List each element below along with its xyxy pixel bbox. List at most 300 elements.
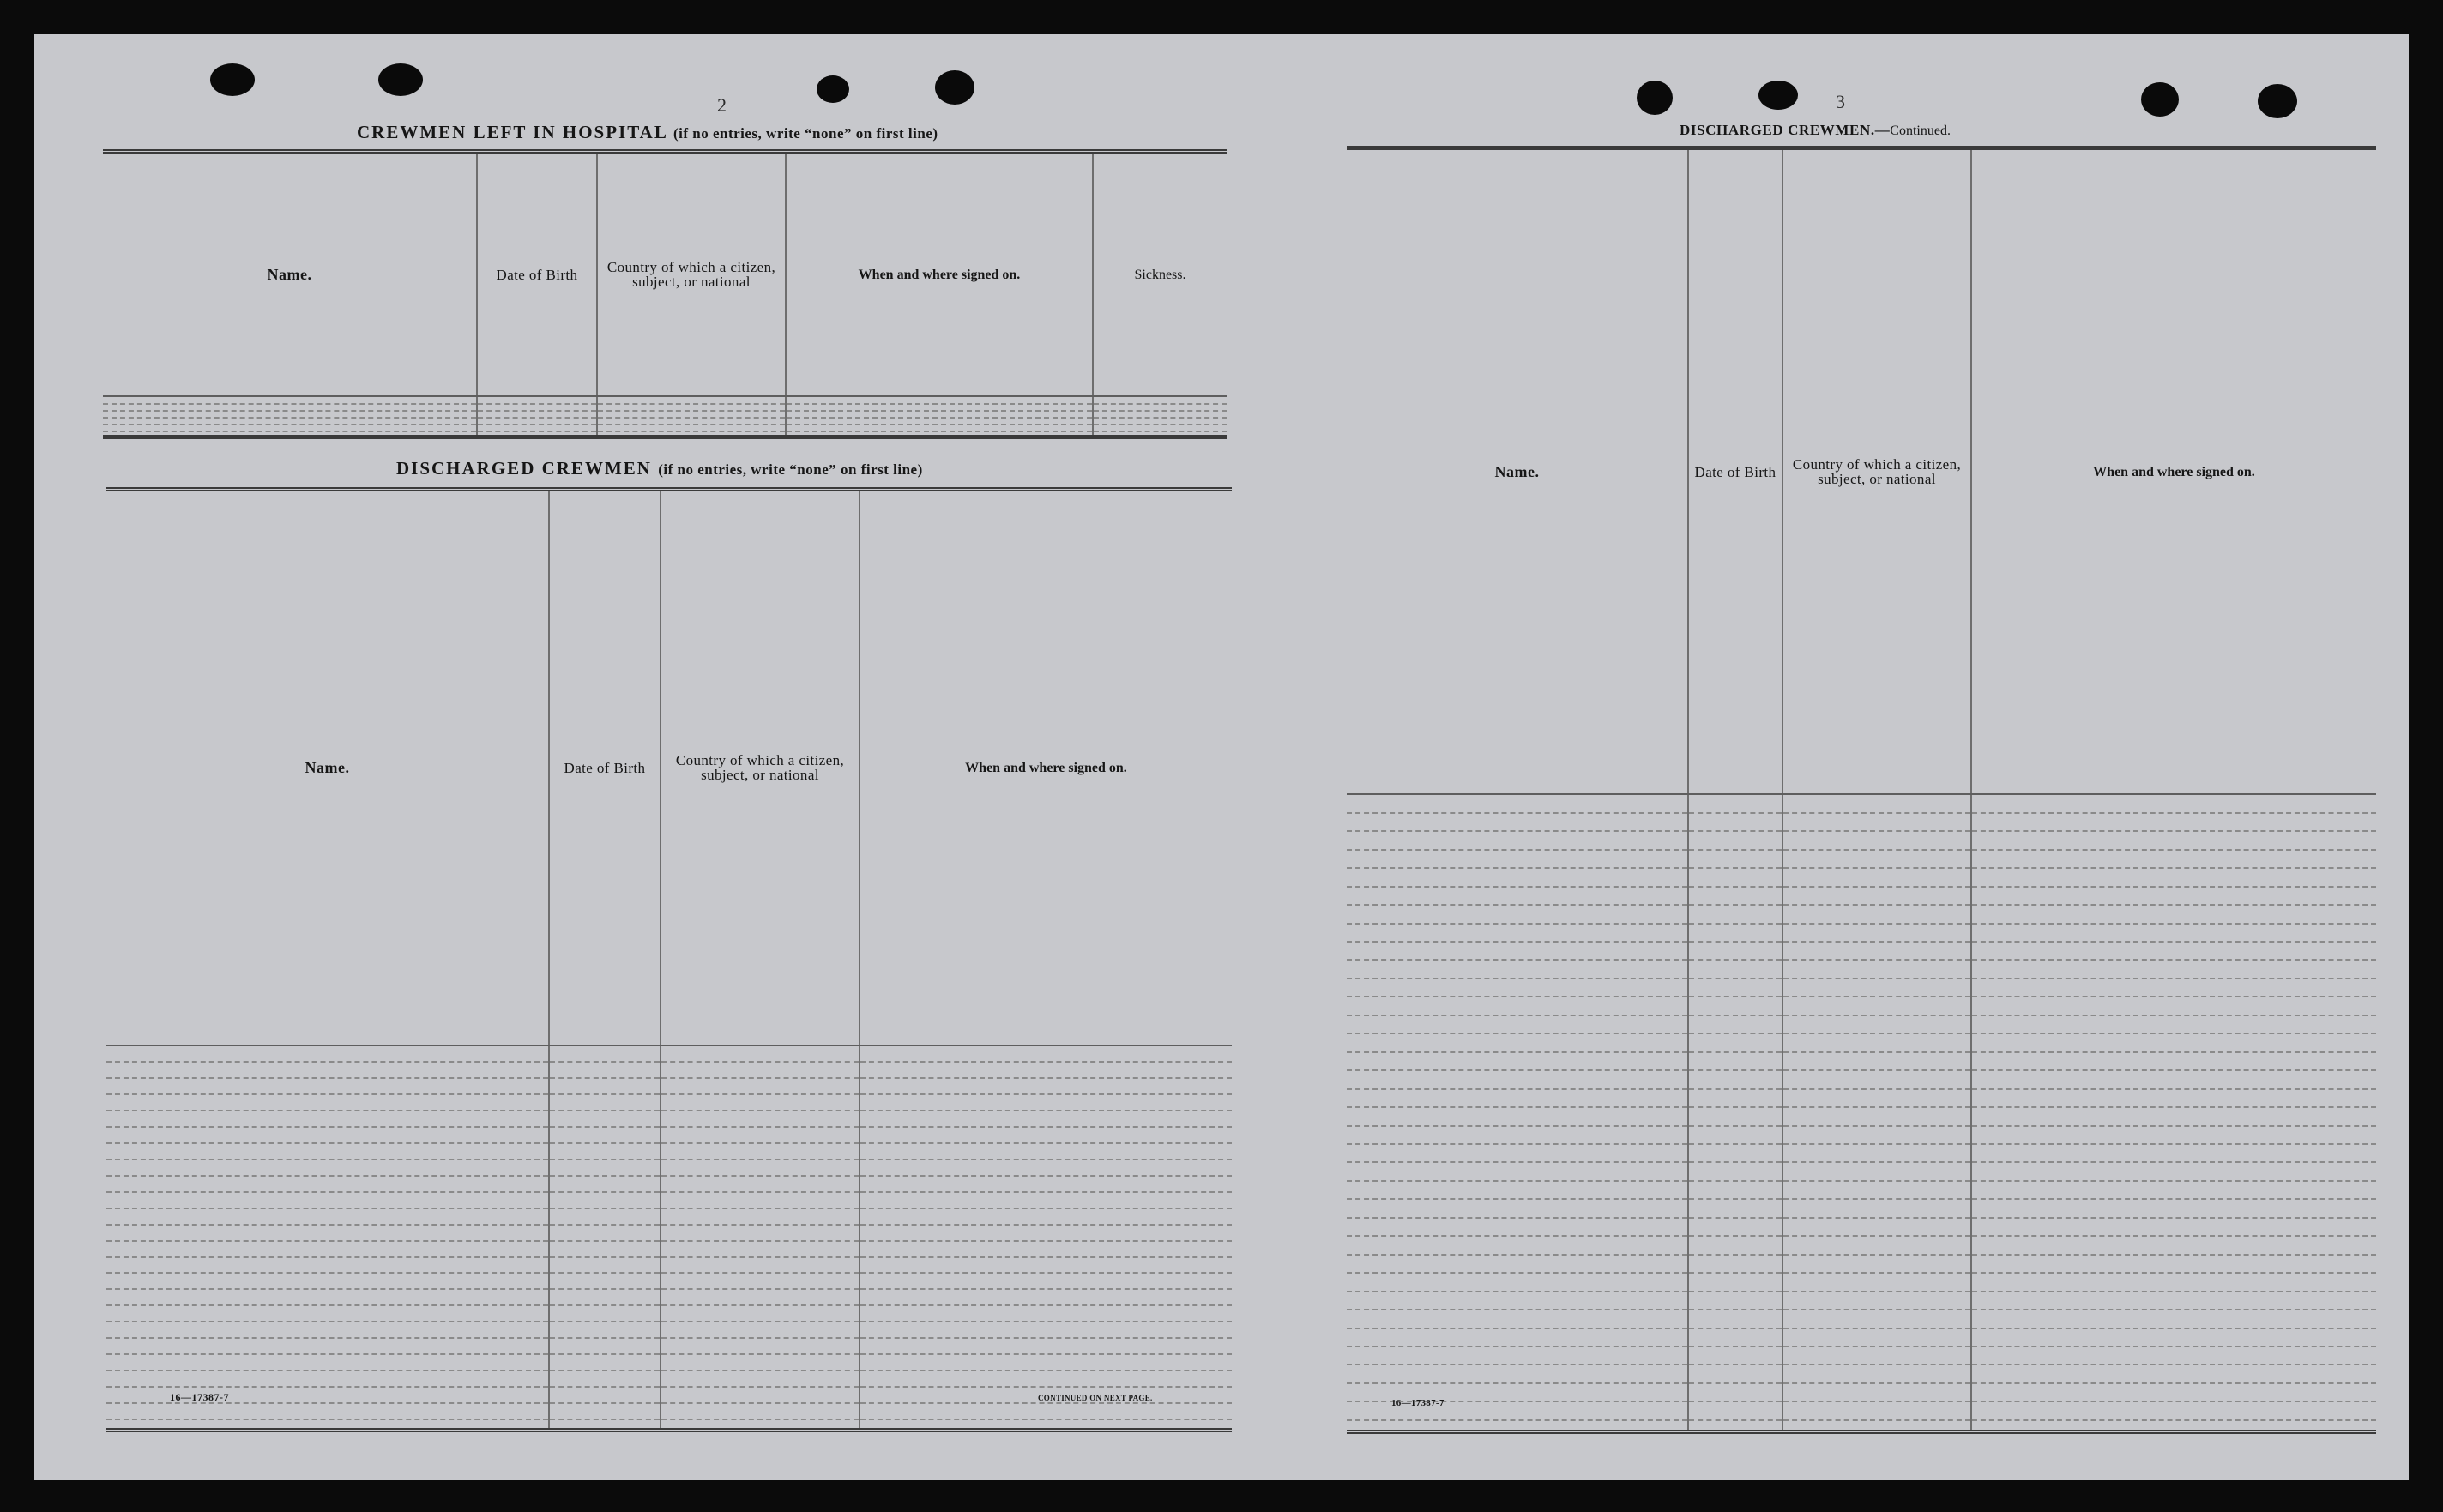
blank-entry-row bbox=[1347, 1273, 2376, 1291]
blank-entry-cell bbox=[661, 1143, 860, 1160]
blank-entry-cell bbox=[1347, 1162, 1688, 1180]
blank-entry-row bbox=[1347, 1292, 2376, 1310]
blank-entry-cell bbox=[1688, 1015, 1782, 1033]
blank-entry-row bbox=[106, 1305, 1232, 1322]
blank-entry-cell bbox=[106, 1192, 549, 1208]
blank-entry-cell bbox=[1688, 924, 1782, 942]
blank-entry-cell bbox=[549, 1062, 661, 1078]
blank-entry-cell bbox=[1688, 1310, 1782, 1328]
blank-entry-cell bbox=[1971, 924, 2376, 942]
blank-entry-cell bbox=[106, 1045, 549, 1062]
blank-entry-cell bbox=[1347, 924, 1688, 942]
blank-entry-cell bbox=[1782, 794, 1971, 812]
blank-entry-row bbox=[106, 1045, 1232, 1062]
blank-entry-cell bbox=[661, 1176, 860, 1192]
blank-entry-cell bbox=[106, 1094, 549, 1111]
blank-entry-cell bbox=[661, 1045, 860, 1062]
blank-entry-row bbox=[106, 1225, 1232, 1241]
blank-entry-cell bbox=[1347, 1070, 1688, 1088]
blank-entry-cell bbox=[860, 1305, 1232, 1322]
blank-entry-cell bbox=[1347, 813, 1688, 831]
blank-entry-cell bbox=[786, 425, 1093, 431]
blank-entry-row bbox=[106, 1143, 1232, 1160]
blank-entry-row bbox=[1347, 979, 2376, 997]
blank-entry-row bbox=[106, 1160, 1232, 1176]
blank-entry-cell bbox=[549, 1419, 661, 1428]
blank-entry-row bbox=[1347, 1236, 2376, 1254]
blank-entry-cell bbox=[1971, 1015, 2376, 1033]
blank-entry-cell bbox=[661, 1289, 860, 1305]
discharged-section-title bbox=[396, 458, 923, 479]
blank-entry-row bbox=[106, 1062, 1232, 1078]
blank-entry-row bbox=[1347, 813, 2376, 831]
blank-entry-cell bbox=[1347, 1126, 1688, 1144]
blank-entry-cell bbox=[597, 411, 786, 418]
blank-entry-cell bbox=[661, 1160, 860, 1176]
blank-entry-cell bbox=[661, 1127, 860, 1143]
blank-entry-cell bbox=[1971, 1218, 2376, 1236]
blank-entry-cell bbox=[860, 1208, 1232, 1225]
blank-entry-cell bbox=[1347, 1328, 1688, 1346]
blank-entry-cell bbox=[786, 411, 1093, 418]
blank-entry-cell bbox=[661, 1305, 860, 1322]
blank-entry-cell bbox=[1971, 1273, 2376, 1291]
blank-entry-cell bbox=[1782, 1089, 1971, 1107]
discharged-title-text: DISCHARGED CREWMEN bbox=[396, 458, 652, 479]
blank-entry-cell bbox=[1688, 1273, 1782, 1291]
blank-entry-cell bbox=[1093, 411, 1227, 418]
blank-entry-cell bbox=[1971, 1328, 2376, 1346]
discharged-continued-title bbox=[1680, 122, 1951, 139]
blank-entry-cell bbox=[1782, 1015, 1971, 1033]
blank-entry-cell bbox=[786, 431, 1093, 435]
blank-entry-cell bbox=[1688, 1292, 1782, 1310]
blank-entry-row bbox=[103, 404, 1227, 411]
blank-entry-cell bbox=[1347, 960, 1688, 978]
blank-entry-cell bbox=[1688, 1401, 1782, 1419]
blank-entry-cell bbox=[106, 1160, 549, 1176]
blank-entry-cell bbox=[477, 411, 597, 418]
blank-entry-cell bbox=[1347, 1236, 1688, 1254]
blank-entry-cell bbox=[549, 1289, 661, 1305]
blank-entry-cell bbox=[1347, 1089, 1688, 1107]
blank-entry-cell bbox=[1971, 1181, 2376, 1199]
blank-entry-cell bbox=[549, 1192, 661, 1208]
blank-entry-cell bbox=[1782, 850, 1971, 868]
blank-entry-cell bbox=[1971, 1292, 2376, 1310]
blank-entry-cell bbox=[1782, 924, 1971, 942]
blank-entry-cell bbox=[1347, 1033, 1688, 1051]
blank-entry-row bbox=[106, 1127, 1232, 1143]
discharged-continued-table bbox=[1347, 146, 2376, 1434]
page-number-right: 3 bbox=[1836, 91, 1845, 112]
blank-entry-cell bbox=[1782, 1107, 1971, 1125]
blank-entry-cell bbox=[1782, 1126, 1971, 1144]
blank-entry-cell bbox=[1782, 813, 1971, 831]
blank-entry-cell bbox=[1688, 1236, 1782, 1254]
blank-entry-row bbox=[106, 1370, 1232, 1387]
blank-entry-row bbox=[1347, 960, 2376, 978]
blank-entry-cell bbox=[661, 1273, 860, 1289]
blank-entry-cell bbox=[1688, 850, 1782, 868]
blank-entry-row bbox=[1347, 905, 2376, 923]
blank-entry-cell bbox=[597, 425, 786, 431]
blank-entry-row bbox=[1347, 1346, 2376, 1364]
blank-entry-cell bbox=[1093, 404, 1227, 411]
blank-entry-cell bbox=[106, 1338, 549, 1354]
blank-entry-cell bbox=[1971, 831, 2376, 849]
blank-entry-cell bbox=[1688, 1420, 1782, 1430]
blank-entry-cell bbox=[860, 1127, 1232, 1143]
blank-entry-row bbox=[1347, 887, 2376, 905]
blank-entry-cell bbox=[1971, 960, 2376, 978]
blank-entry-cell bbox=[1688, 1144, 1782, 1162]
blank-entry-row bbox=[1347, 1199, 2376, 1217]
blank-entry-cell bbox=[860, 1322, 1232, 1338]
blank-entry-cell bbox=[1782, 997, 1971, 1015]
blank-entry-cell bbox=[860, 1338, 1232, 1354]
blank-entry-cell bbox=[1688, 905, 1782, 923]
blank-entry-cell bbox=[1093, 431, 1227, 435]
blank-entry-row bbox=[1347, 1218, 2376, 1236]
blank-entry-cell bbox=[106, 1078, 549, 1094]
blank-entry-cell bbox=[1688, 1383, 1782, 1401]
blank-entry-cell bbox=[549, 1160, 661, 1176]
blank-entry-cell bbox=[549, 1338, 661, 1354]
blank-entry-cell bbox=[1688, 979, 1782, 997]
blank-entry-cell bbox=[1347, 1199, 1688, 1217]
punch-hole bbox=[817, 75, 849, 103]
blank-entry-row bbox=[1347, 1107, 2376, 1125]
blank-entry-cell bbox=[597, 404, 786, 411]
blank-entry-row bbox=[1347, 1089, 2376, 1107]
blank-entry-cell bbox=[661, 1370, 860, 1387]
blank-entry-cell bbox=[549, 1045, 661, 1062]
blank-entry-row bbox=[106, 1192, 1232, 1208]
blank-entry-cell bbox=[661, 1241, 860, 1257]
blank-entry-cell bbox=[477, 396, 597, 403]
blank-entry-cell bbox=[1347, 794, 1688, 812]
blank-entry-cell bbox=[1347, 1346, 1688, 1364]
blank-entry-cell bbox=[1971, 1052, 2376, 1070]
blank-entry-cell bbox=[860, 1257, 1232, 1274]
blank-entry-cell bbox=[1688, 1070, 1782, 1088]
blank-entry-cell bbox=[1688, 887, 1782, 905]
blank-entry-cell bbox=[1347, 1181, 1688, 1199]
blank-entry-cell bbox=[860, 1289, 1232, 1305]
blank-entry-row bbox=[106, 1289, 1232, 1305]
blank-entry-cell bbox=[103, 418, 477, 425]
punch-hole bbox=[2258, 84, 2297, 118]
blank-entry-row bbox=[103, 418, 1227, 425]
column-header-name: Name. bbox=[1347, 150, 1688, 794]
blank-entry-row bbox=[1347, 1328, 2376, 1346]
blank-entry-cell bbox=[549, 1176, 661, 1192]
blank-entry-cell bbox=[661, 1387, 860, 1403]
blank-entry-row bbox=[1347, 1015, 2376, 1033]
blank-entry-cell bbox=[106, 1403, 549, 1419]
blank-entry-cell bbox=[1971, 1162, 2376, 1180]
blank-entry-cell bbox=[1347, 979, 1688, 997]
blank-entry-row bbox=[1347, 1420, 2376, 1430]
column-header-country: Country of which a citizen, subject, or national bbox=[661, 491, 860, 1045]
punch-hole bbox=[935, 70, 974, 105]
blank-entry-cell bbox=[661, 1257, 860, 1274]
blank-entry-cell bbox=[1688, 1181, 1782, 1199]
blank-entry-cell bbox=[1782, 1292, 1971, 1310]
blank-entry-cell bbox=[477, 431, 597, 435]
blank-entry-cell bbox=[1971, 1383, 2376, 1401]
blank-entry-row bbox=[106, 1273, 1232, 1289]
blank-entry-cell bbox=[1347, 997, 1688, 1015]
punch-hole bbox=[1758, 81, 1798, 110]
blank-entry-row bbox=[1347, 868, 2376, 886]
blank-entry-cell bbox=[860, 1419, 1232, 1428]
blank-entry-cell bbox=[1971, 905, 2376, 923]
blank-entry-cell bbox=[1971, 1364, 2376, 1382]
discharged-title-note: (if no entries, write “none” on first line) bbox=[658, 461, 923, 478]
blank-entry-cell bbox=[106, 1257, 549, 1274]
blank-entry-cell bbox=[1971, 1420, 2376, 1430]
punch-hole bbox=[210, 63, 255, 96]
blank-entry-cell bbox=[106, 1127, 549, 1143]
blank-entry-cell bbox=[1347, 1420, 1688, 1430]
form-number-right: 16—17387-7 bbox=[1391, 1398, 1445, 1408]
blank-entry-row bbox=[1347, 942, 2376, 960]
blank-entry-cell bbox=[1347, 1107, 1688, 1125]
blank-entry-cell bbox=[1971, 1107, 2376, 1125]
blank-entry-cell bbox=[106, 1225, 549, 1241]
discharged-table bbox=[106, 487, 1232, 1432]
blank-entry-cell bbox=[1782, 1401, 1971, 1419]
blank-entry-cell bbox=[1971, 1144, 2376, 1162]
blank-entry-cell bbox=[1971, 1255, 2376, 1273]
blank-entry-cell bbox=[1347, 887, 1688, 905]
blank-entry-cell bbox=[661, 1111, 860, 1127]
blank-entry-cell bbox=[106, 1208, 549, 1225]
blank-entry-cell bbox=[1688, 1255, 1782, 1273]
blank-entry-cell bbox=[786, 396, 1093, 403]
blank-entry-cell bbox=[661, 1225, 860, 1241]
column-header-date-of-birth: Date of Birth bbox=[477, 154, 597, 396]
blank-entry-cell bbox=[1782, 1199, 1971, 1217]
blank-entry-cell bbox=[103, 411, 477, 418]
blank-entry-cell bbox=[549, 1241, 661, 1257]
blank-entry-cell bbox=[106, 1289, 549, 1305]
blank-entry-cell bbox=[597, 431, 786, 435]
blank-entry-cell bbox=[549, 1127, 661, 1143]
blank-entry-cell bbox=[549, 1370, 661, 1387]
blank-entry-row bbox=[103, 396, 1227, 403]
continued-suffix: Continued. bbox=[1890, 123, 1951, 138]
blank-entry-cell bbox=[1347, 1364, 1688, 1382]
blank-entry-cell bbox=[549, 1273, 661, 1289]
blank-entry-cell bbox=[1971, 979, 2376, 997]
blank-entry-cell bbox=[860, 1094, 1232, 1111]
blank-entry-row bbox=[106, 1354, 1232, 1370]
blank-entry-cell bbox=[106, 1419, 549, 1428]
blank-entry-cell bbox=[106, 1062, 549, 1078]
blank-entry-cell bbox=[1688, 1033, 1782, 1051]
hospital-section-title bbox=[357, 122, 938, 143]
continued-note: CONTINUED ON NEXT PAGE. bbox=[1038, 1394, 1153, 1402]
blank-entry-row bbox=[103, 431, 1227, 435]
blank-entry-cell bbox=[477, 418, 597, 425]
blank-entry-cell bbox=[106, 1305, 549, 1322]
blank-entry-row bbox=[1347, 1181, 2376, 1199]
blank-entry-cell bbox=[549, 1403, 661, 1419]
blank-entry-cell bbox=[549, 1322, 661, 1338]
blank-entry-cell bbox=[1093, 396, 1227, 403]
blank-entry-cell bbox=[1782, 831, 1971, 849]
blank-entry-cell bbox=[1782, 887, 1971, 905]
blank-entry-cell bbox=[860, 1111, 1232, 1127]
blank-entry-cell bbox=[1971, 942, 2376, 960]
blank-entry-cell bbox=[860, 1143, 1232, 1160]
blank-entry-cell bbox=[106, 1370, 549, 1387]
blank-entry-row bbox=[1347, 924, 2376, 942]
column-header-name: Name. bbox=[103, 154, 477, 396]
blank-entry-cell bbox=[1971, 997, 2376, 1015]
hospital-title-note: (if no entries, write “none” on first line) bbox=[673, 125, 938, 142]
blank-entry-cell bbox=[106, 1241, 549, 1257]
blank-entry-cell bbox=[1782, 979, 1971, 997]
blank-entry-cell bbox=[1782, 1236, 1971, 1254]
blank-entry-cell bbox=[549, 1354, 661, 1370]
blank-entry-row bbox=[1347, 1126, 2376, 1144]
blank-entry-row bbox=[103, 411, 1227, 418]
blank-entry-row bbox=[1347, 1364, 2376, 1382]
blank-entry-row bbox=[1347, 1052, 2376, 1070]
blank-entry-cell bbox=[1347, 1052, 1688, 1070]
punch-hole bbox=[1637, 81, 1673, 115]
blank-entry-cell bbox=[1782, 1181, 1971, 1199]
blank-entry-cell bbox=[106, 1143, 549, 1160]
blank-entry-cell bbox=[1971, 1070, 2376, 1088]
blank-entry-cell bbox=[1347, 1015, 1688, 1033]
blank-entry-cell bbox=[1971, 1089, 2376, 1107]
blank-entry-cell bbox=[661, 1094, 860, 1111]
column-header-signed-on: When and where signed on. bbox=[1971, 150, 2376, 794]
blank-entry-cell bbox=[106, 1176, 549, 1192]
blank-entry-cell bbox=[1782, 1033, 1971, 1051]
blank-entry-cell bbox=[1971, 1199, 2376, 1217]
hospital-table bbox=[103, 149, 1227, 439]
blank-entry-cell bbox=[1782, 1420, 1971, 1430]
blank-entry-cell bbox=[1093, 425, 1227, 431]
blank-entry-cell bbox=[860, 1062, 1232, 1078]
blank-entry-cell bbox=[1688, 868, 1782, 886]
page-number-left: 2 bbox=[717, 94, 727, 116]
blank-entry-row bbox=[1347, 1383, 2376, 1401]
blank-entry-cell bbox=[1971, 1401, 2376, 1419]
blank-entry-cell bbox=[549, 1111, 661, 1127]
blank-entry-cell bbox=[860, 1241, 1232, 1257]
blank-entry-row bbox=[1347, 831, 2376, 849]
blank-entry-cell bbox=[860, 1045, 1232, 1062]
blank-entry-row bbox=[106, 1111, 1232, 1127]
blank-entry-cell bbox=[103, 431, 477, 435]
blank-entry-cell bbox=[1688, 1218, 1782, 1236]
blank-entry-cell bbox=[549, 1305, 661, 1322]
column-header-signed-on: When and where signed on. bbox=[786, 154, 1093, 396]
blank-entry-cell bbox=[1782, 1070, 1971, 1088]
blank-entry-cell bbox=[1782, 1346, 1971, 1364]
blank-entry-cell bbox=[1688, 1126, 1782, 1144]
blank-entry-cell bbox=[1688, 1052, 1782, 1070]
blank-entry-cell bbox=[1688, 1089, 1782, 1107]
blank-entry-cell bbox=[549, 1387, 661, 1403]
blank-entry-cell bbox=[1782, 905, 1971, 923]
blank-entry-cell bbox=[1347, 1255, 1688, 1273]
column-header-date-of-birth: Date of Birth bbox=[549, 491, 661, 1045]
scanned-form-sheet bbox=[34, 34, 2409, 1480]
blank-entry-cell bbox=[860, 1354, 1232, 1370]
blank-entry-cell bbox=[1782, 960, 1971, 978]
blank-entry-cell bbox=[661, 1419, 860, 1428]
blank-entry-cell bbox=[549, 1208, 661, 1225]
blank-entry-cell bbox=[661, 1403, 860, 1419]
blank-entry-row bbox=[106, 1338, 1232, 1354]
blank-entry-cell bbox=[661, 1078, 860, 1094]
blank-entry-cell bbox=[1971, 1033, 2376, 1051]
blank-entry-cell bbox=[1347, 850, 1688, 868]
blank-entry-cell bbox=[1688, 997, 1782, 1015]
blank-entry-row bbox=[1347, 850, 2376, 868]
blank-entry-cell bbox=[1971, 1126, 2376, 1144]
blank-entry-cell bbox=[1347, 1310, 1688, 1328]
blank-entry-cell bbox=[549, 1225, 661, 1241]
blank-entry-cell bbox=[103, 404, 477, 411]
blank-entry-cell bbox=[1782, 1255, 1971, 1273]
blank-entry-cell bbox=[1782, 868, 1971, 886]
blank-entry-cell bbox=[661, 1354, 860, 1370]
blank-entry-cell bbox=[661, 1338, 860, 1354]
blank-entry-cell bbox=[860, 1078, 1232, 1094]
punch-hole bbox=[2141, 82, 2179, 117]
blank-entry-row bbox=[106, 1403, 1232, 1419]
blank-entry-cell bbox=[860, 1403, 1232, 1419]
blank-entry-cell bbox=[860, 1160, 1232, 1176]
punch-hole bbox=[378, 63, 423, 96]
blank-entry-cell bbox=[1688, 1107, 1782, 1125]
hospital-title-text: CREWMEN LEFT IN HOSPITAL bbox=[357, 122, 667, 142]
blank-entry-cell bbox=[661, 1322, 860, 1338]
blank-entry-row bbox=[106, 1176, 1232, 1192]
blank-entry-cell bbox=[1347, 1144, 1688, 1162]
blank-entry-cell bbox=[1347, 1218, 1688, 1236]
blank-entry-cell bbox=[1971, 850, 2376, 868]
blank-entry-cell bbox=[1347, 1273, 1688, 1291]
blank-entry-cell bbox=[1971, 1236, 2376, 1254]
blank-entry-cell bbox=[1688, 1346, 1782, 1364]
blank-entry-row bbox=[103, 425, 1227, 431]
blank-entry-cell bbox=[786, 418, 1093, 425]
blank-entry-row bbox=[1347, 997, 2376, 1015]
column-header-sickness: Sickness. bbox=[1093, 154, 1227, 396]
column-header-signed-on: When and where signed on. bbox=[860, 491, 1232, 1045]
blank-entry-cell bbox=[1782, 1273, 1971, 1291]
blank-entry-cell bbox=[1782, 942, 1971, 960]
blank-entry-cell bbox=[1782, 1383, 1971, 1401]
blank-entry-row bbox=[106, 1208, 1232, 1225]
blank-entry-row bbox=[1347, 1144, 2376, 1162]
blank-entry-cell bbox=[103, 396, 477, 403]
blank-entry-row bbox=[106, 1257, 1232, 1274]
form-number-left: 16—17387-7 bbox=[170, 1391, 229, 1403]
blank-entry-cell bbox=[549, 1257, 661, 1274]
blank-entry-cell bbox=[1688, 942, 1782, 960]
